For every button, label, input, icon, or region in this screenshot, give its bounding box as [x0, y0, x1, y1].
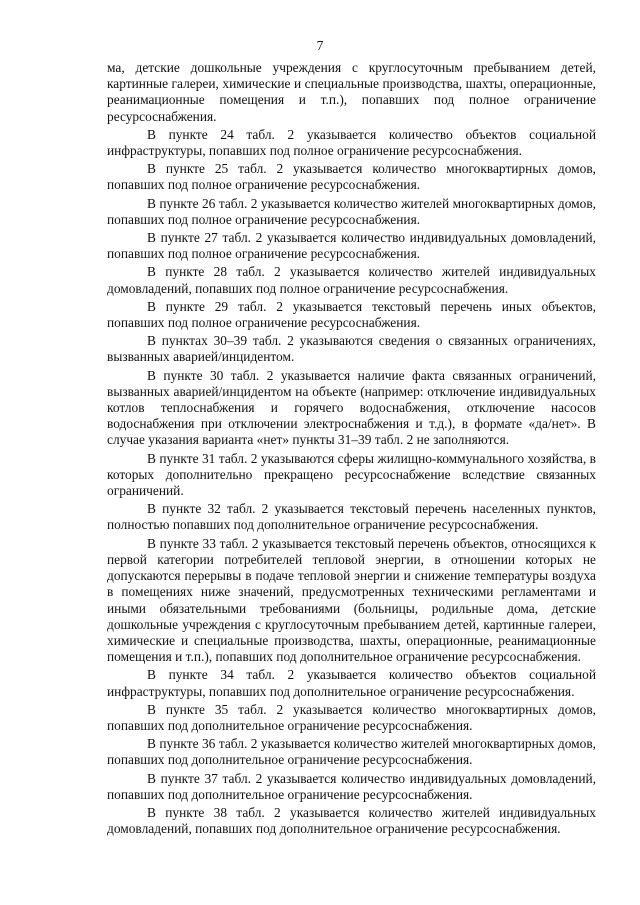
paragraph: В пункте 30 табл. 2 указывается наличие факта связанных ограничений, вызванных аварией/инцидентом на объекте (например: отключение индивидуальных котлов теплоснабжения и горячего водоснабжения, отключение насосов водоснабжения при отключении электроснабжения и т.д.), в формате «да/нет». В случае указания варианта «нет» пункты 31–39 табл. 2 не заполняются.	[107, 367, 596, 448]
paragraph: В пункте 26 табл. 2 указывается количество жителей многоквартирных домов, попавших под полное ограничение ресурсоснабжения.	[107, 195, 596, 227]
paragraph: В пунктах 30–39 табл. 2 указываются сведения о связанных ограничениях, вызванных аварией/инцидентом.	[107, 333, 596, 365]
paragraph: В пункте 36 табл. 2 указывается количество жителей многоквартирных домов, попавших под дополнительное ограничение ресурсоснабжения.	[107, 736, 596, 768]
paragraph: В пункте 33 табл. 2 указывается текстовый перечень объектов, относящихся к первой категории потребителей тепловой энергии, в отношении которых не допускаются перерывы в подаче тепловой энергии и снижение температуры воздуха в помещениях ниже значений, предусмотренных техническими регламентами и иными обязательными требованиями (больницы, родильные дома, детские дошкольные учреждения с круглосуточным пребыванием детей, картинные галереи, химические и специальные производства, шахты, операционные, реанимационные помещения и т.п.), попавших под дополнительное ограничение ресурсоснабжения.	[107, 535, 596, 665]
paragraph: В пункте 24 табл. 2 указывается количество объектов социальной инфраструктуры, попавших под полное ограничение ресурсоснабжения.	[107, 126, 596, 159]
paragraph: В пункте 31 табл. 2 указываются сферы жилищно-коммунального хозяйства, в которых дополнительно прекращено ресурсоснабжение вследствие связанных ограничений.	[107, 450, 596, 499]
paragraph: В пункте 35 табл. 2 указывается количество многоквартирных домов, попавших под дополнительное ограничение ресурсоснабжения.	[107, 701, 596, 733]
paragraph: В пункте 38 табл. 2 указывается количество жителей индивидуальных домовладений, попавших под дополнительное ограничение ресурсоснабжения.	[107, 804, 596, 837]
paragraph: В пункте 32 табл. 2 указывается текстовый перечень населенных пунктов, полностью попавших под дополнительное ограничение ресурсоснабжения.	[107, 501, 596, 533]
paragraph: В пункте 25 табл. 2 указывается количество многоквартирных домов, попавших под полное ограничение ресурсоснабжения.	[107, 161, 596, 193]
paragraph: ма, детские дошкольные учреждения с круглосуточным пребыванием детей, картинные галереи, химические и специальные производства, шахты, операционные, реанимационные помещения и т.п.), попавших под полное ограничение ресурсоснабжения.	[107, 60, 596, 124]
paragraph: В пункте 27 табл. 2 указывается количество индивидуальных домовладений, попавших под полное ограничение ресурсоснабжения.	[107, 230, 596, 262]
paragraph: В пункте 28 табл. 2 указывается количество жителей индивидуальных домовладений, попавших под полное ограничение ресурсоснабжения.	[107, 264, 596, 296]
page-number: 7	[316, 38, 324, 53]
document-body	[107, 60, 596, 839]
paragraph: В пункте 34 табл. 2 указывается количество объектов социальной инфраструктуры, попавших под дополнительное ограничение ресурсоснабжения.	[107, 667, 596, 699]
paragraph: В пункте 37 табл. 2 указывается количество индивидуальных домовладений, попавших под дополнительное ограничение ресурсоснабжения.	[107, 770, 596, 802]
paragraph: В пункте 29 табл. 2 указывается текстовый перечень иных объектов, попавших под полное ограничение ресурсоснабжения.	[107, 298, 596, 331]
